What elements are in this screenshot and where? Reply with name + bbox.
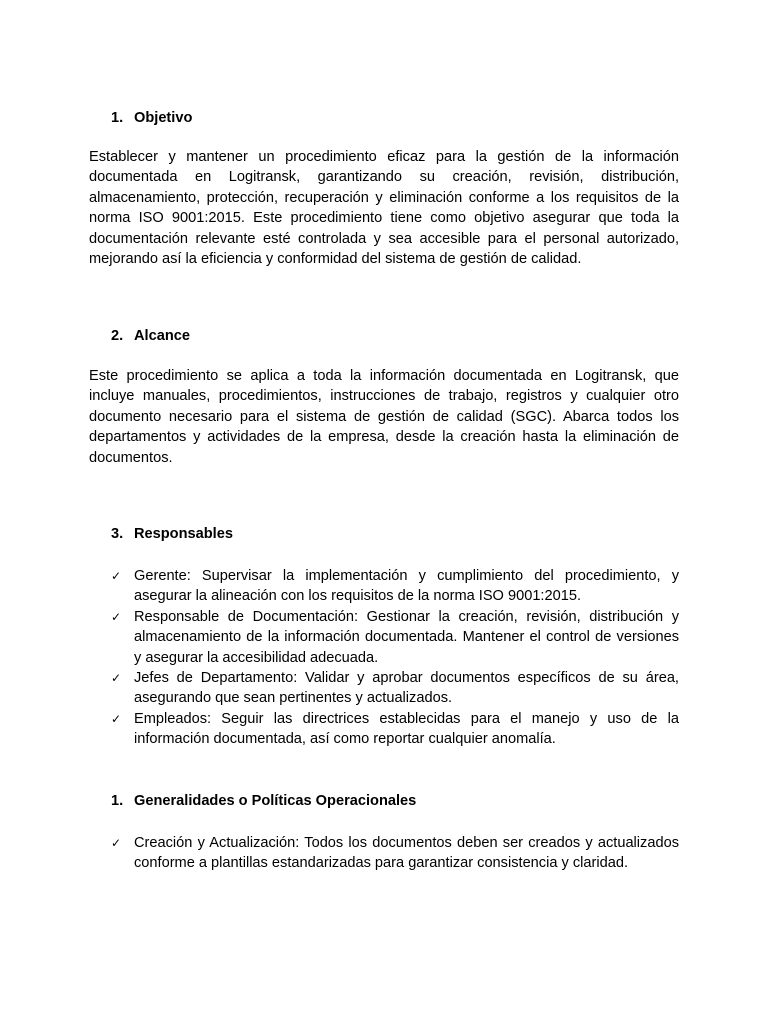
list-item	[111, 833, 679, 874]
list-item	[111, 709, 679, 750]
section-number: 1.	[111, 793, 124, 809]
check-mark-icon: ✓	[111, 569, 122, 583]
generalidades-list	[111, 833, 679, 874]
list-item-text: Gerente: Supervisar la implementación y cumplimiento del procedimiento, y asegurar la alineación con los requisitos de la norma ISO 9001:2015.	[134, 568, 679, 605]
responsables-list	[111, 566, 679, 750]
section-number: 2.	[111, 328, 124, 344]
section-title: Alcance	[134, 328, 190, 344]
list-item-text: Empleados: Seguir las directrices establecidas para el manejo y uso de la información documentada, así como reportar cualquier anomalía.	[134, 710, 679, 748]
section-paragraph-objetivo: Establecer y mantener un procedimiento eficaz para la gestión de la información documentada en Logitransk, garantizando su creación, revisión, distribución, almacenamiento, protección, recuperación y eliminación conforme a los requisitos de la norma ISO 9001:2015. Este procedimiento tiene como objetivo asegurar que toda la documentación relevante esté controlada y sea accesible para el personal autorizado, mejorando así la eficiencia y conformidad del sistema de gestión de calidad.	[89, 149, 679, 268]
section-title: Objetivo	[134, 110, 193, 126]
check-mark-icon: ✓	[111, 836, 122, 850]
check-mark-icon: ✓	[111, 609, 122, 624]
list-item	[111, 607, 679, 668]
section-heading-objetivo	[111, 108, 192, 128]
list-item	[111, 668, 679, 709]
check-mark-icon: ✓	[111, 711, 122, 726]
section-paragraph-alcance: Este procedimiento se aplica a toda la información documentada en Logitransk, que incluye manuales, procedimientos, instrucciones de trabajo, registros y cualquier otro documento necesario para el sistema de gestión de calidad (SGC). Abarca todos los departamentos y actividades de la empresa, desde la creación hasta la eliminación de documentos.	[89, 368, 679, 466]
list-item-text: Jefes de Departamento: Validar y aprobar documentos específicos de su área, asegurando que sean pertinentes y actualizados.	[134, 670, 679, 707]
list-item-text: Responsable de Documentación: Gestionar la creación, revisión, distribución y almacenamiento de la información documentada. Mantener el control de versiones y asegurar la accesibilidad adecuada.	[134, 608, 679, 666]
section-heading-responsables	[111, 524, 233, 544]
section-number: 1.	[111, 110, 124, 126]
section-heading-alcance	[111, 326, 190, 346]
section-title: Generalidades o Políticas Operacionales	[134, 793, 417, 809]
list-item-text: Creación y Actualización: Todos los documentos deben ser creados y actualizados conforme a plantillas estandarizadas para garantizar consistencia y claridad.	[134, 835, 679, 872]
list-item	[111, 566, 679, 607]
check-mark-icon: ✓	[111, 671, 122, 686]
section-heading-generalidades	[111, 791, 416, 811]
section-number: 3.	[111, 526, 124, 542]
section-title: Responsables	[134, 526, 233, 542]
